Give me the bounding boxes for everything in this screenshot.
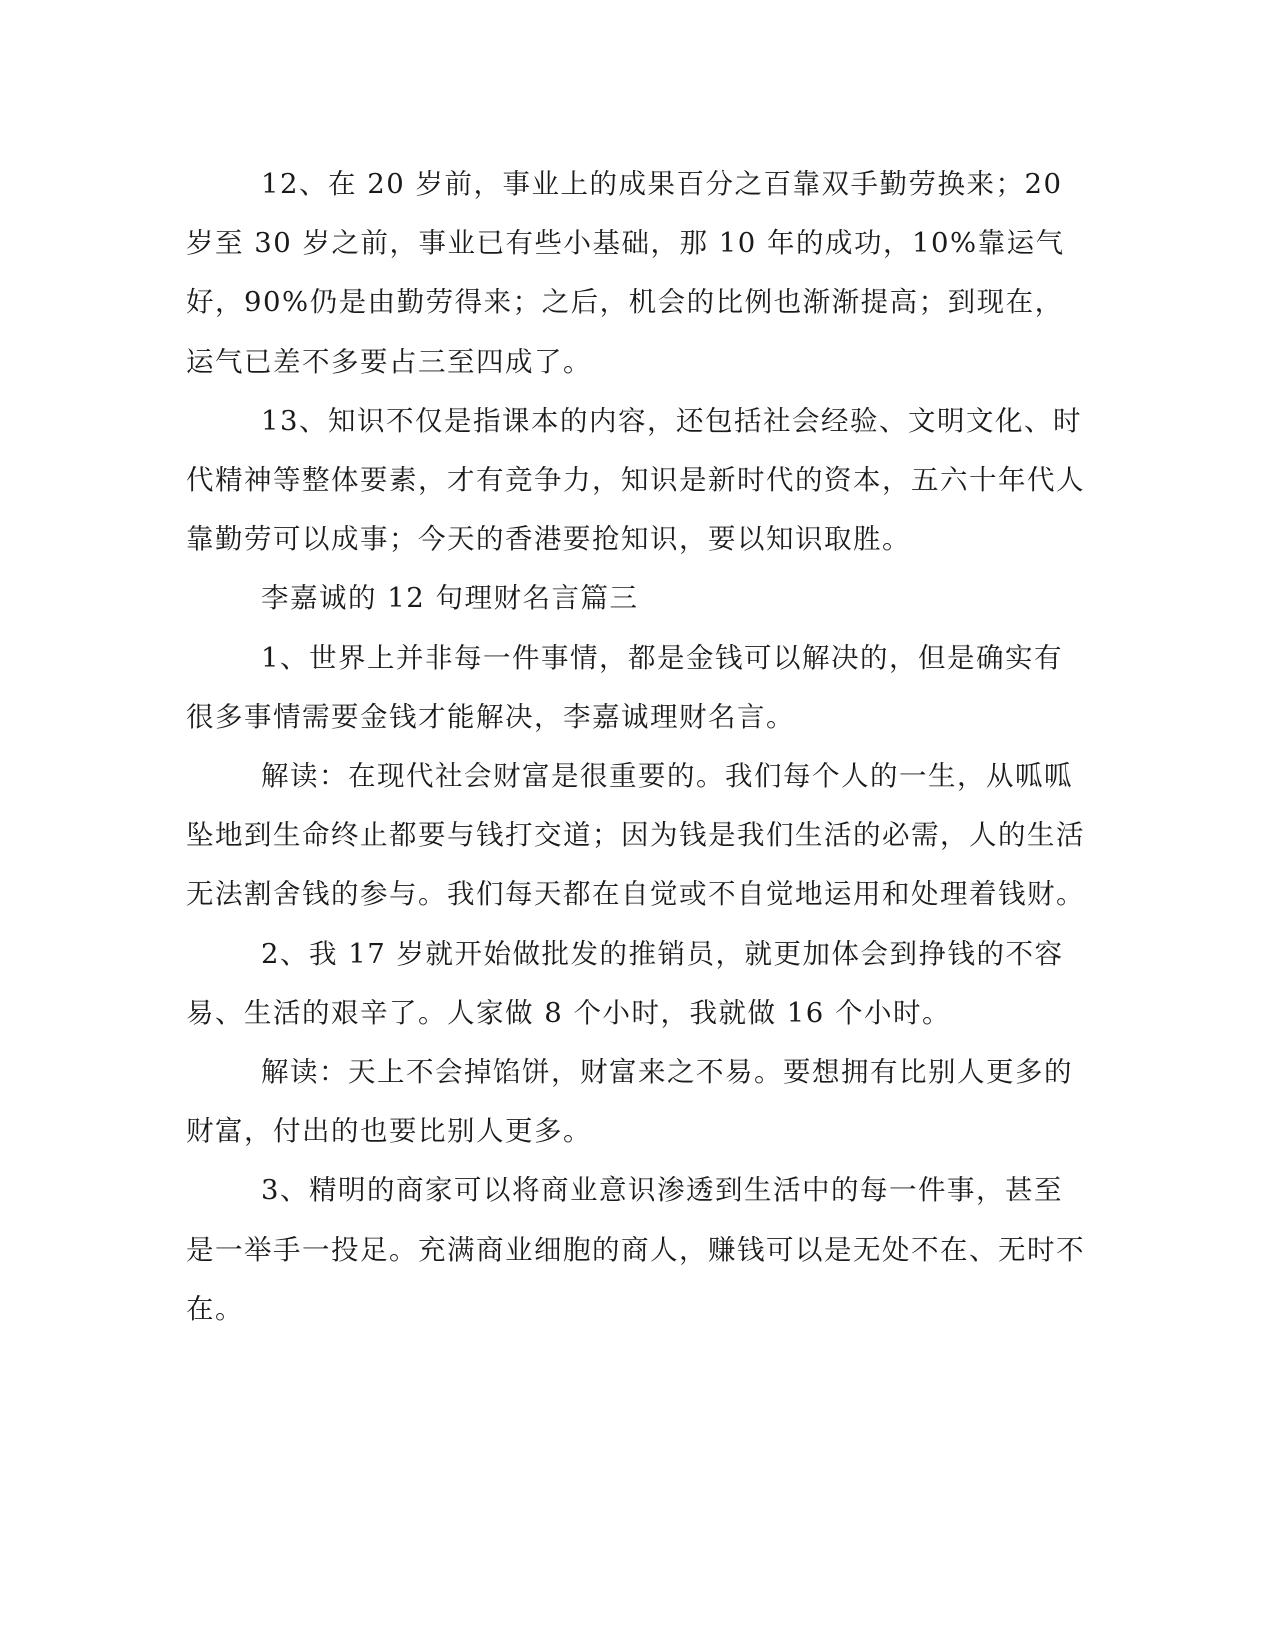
paragraph-interpretation-2: 解读：天上不会掉馅饼，财富来之不易。要想拥有比别人更多的财富，付出的也要比别人更多。 [186, 1056, 1073, 1148]
paragraph-12: 12、在 20 岁前，事业上的成果百分之百靠双手勤劳换来；20 岁至 30 岁之前，事业已有些小基础，那 10 年的成功，10%靠运气好，90%仍是由勤劳得来；之后，机会的比例也渐渐提高；到现在，运气已差不多要占三至四成了。 [186, 168, 1065, 378]
paragraph-quote-3: 3、精明的商家可以将商业意识渗透到生活中的每一件事，甚至是一举手一投足。充满商业细胞的商人，赚钱可以是无处不在、无时不在。 [186, 1174, 1085, 1325]
section-heading: 李嘉诚的 12 句理财名言篇三 [261, 582, 639, 615]
paragraph-interpretation-1: 解读：在现代社会财富是很重要的。我们每个人的一生，从呱呱坠地到生命终止都要与钱打交道；因为钱是我们生活的必需，人的生活无法割舍钱的参与。我们每天都在自觉或不自觉地运用和处理着钱财。 [186, 760, 1085, 911]
paragraph-quote-2: 2、我 17 岁就开始做批发的推销员，就更加体会到挣钱的不容易、生活的艰辛了。人家做 8 个小时，我就做 16 个小时。 [186, 937, 1064, 1029]
paragraph-quote-1: 1、世界上并非每一件事情，都是金钱可以解决的，但是确实有很多事情需要金钱才能解决，李嘉诚理财名言。 [186, 641, 1063, 733]
document-body [186, 155, 1086, 1339]
paragraph-13: 13、知识不仅是指课本的内容，还包括社会经验、文明文化、时代精神等整体要素，才有竞争力，知识是新时代的资本，五六十年代人靠勤劳可以成事；今天的香港要抢知识，要以知识取胜。 [186, 404, 1085, 556]
